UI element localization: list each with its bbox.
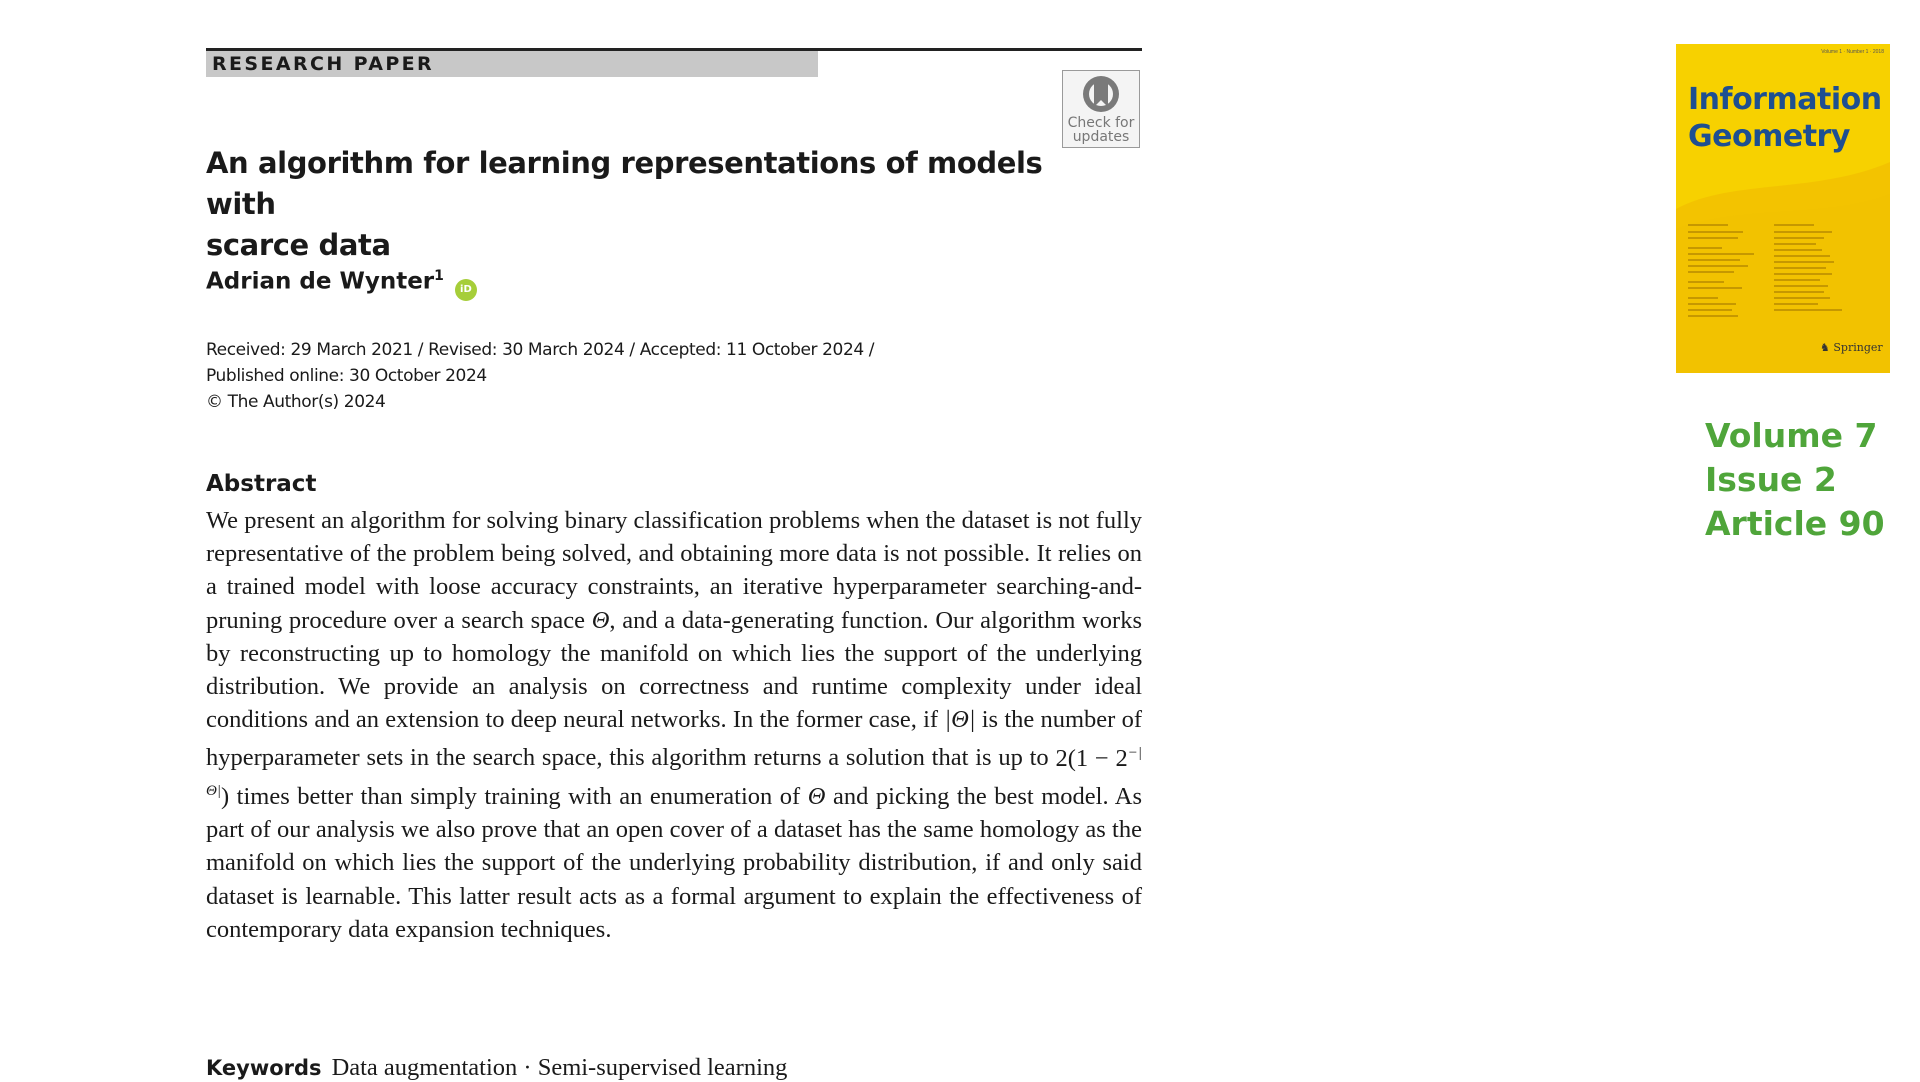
check-updates-line2: updates (1072, 129, 1130, 145)
abstract-part1: We present an algorithm for solving binary classification problems when the dataset is not fully representative of the problem being solved, and obtaining more data is not possible. It relies on a trained model with loose accuracy constraints, an iterative hyperparameter searching-and-pruning procedure over a search space (206, 507, 1142, 634)
paper-title (206, 143, 1046, 266)
copyright-line: © The Author(s) 2024 (206, 392, 386, 412)
section-label: RESEARCH PAPER (206, 51, 818, 77)
cover-title-line2: Geometry (1688, 119, 1850, 154)
author-line (206, 268, 477, 301)
issue-info (1705, 414, 1885, 546)
dates-line1: Received: 29 March 2021 / Revised: 30 March 2024 / Accepted: 11 October 2024 / (206, 340, 875, 360)
springer-horse-icon: ♞ (1820, 341, 1830, 354)
formula-base: 2(1 − 2 (1055, 744, 1128, 772)
paper-title-line1: An algorithm for learning representations of models with (206, 146, 1043, 221)
check-for-updates-button[interactable] (1062, 70, 1140, 148)
publication-dates (206, 337, 874, 415)
author-affiliation: 1 (434, 268, 444, 284)
theta-symbol-2: Θ (807, 782, 826, 810)
cover-editorial-board (1688, 222, 1878, 332)
volume-label: Volume 7 (1705, 416, 1878, 455)
publisher-name: Springer (1833, 341, 1883, 354)
abstract-heading: Abstract (206, 471, 317, 497)
formula-exponent: −|Θ| (206, 744, 1142, 799)
issue-label: Issue 2 (1705, 460, 1837, 499)
cover-volume-line: Volume 1 · Number 1 · 2018 (1821, 49, 1884, 55)
publisher-logo (1820, 341, 1883, 354)
keywords-label: Keywords (206, 1056, 322, 1080)
abstract-text (206, 504, 1142, 946)
abstract-part5: and picking the best model. As part of our analysis we also prove that an open cover of a dataset has the same homology as the manifold on which lies the support of the underlying probability distribution, if and only said dataset is learnable. This latter result acts as a formal argument to explain the effectiveness of contemporary data expansion techniques. (206, 782, 1142, 943)
formula-close: ) (220, 782, 230, 810)
keywords (206, 1054, 787, 1082)
article-label: Article 90 (1705, 504, 1885, 543)
check-updates-line1: Check for (1067, 115, 1135, 131)
abstract-part2: , and a data-generating function. Our algorithm works by reconstructing up to homology the manifold on which lies the support of the underlying distribution. We provide an analysis on correctness and runtime complexity under ideal conditions and an extension to deep neural networks. In the former case, if (206, 606, 1142, 734)
cover-title (1688, 81, 1882, 155)
dates-line2: Published online: 30 October 2024 (206, 366, 487, 386)
bookmark-circle-icon (1081, 74, 1121, 114)
abstract-part3: is the number of hyperparameter sets in the search space, this algorithm returns a solution that is up to (206, 706, 1142, 772)
author-name[interactable]: Adrian de Wynter (206, 268, 435, 295)
journal-cover[interactable] (1676, 44, 1890, 373)
keywords-list: Data augmentation · Semi-supervised learning (331, 1054, 788, 1081)
abs-theta-symbol: |Θ| (944, 706, 976, 734)
theta-symbol: Θ (591, 606, 610, 634)
paper-title-line2: scarce data (206, 228, 391, 262)
abstract-part4: times better than simply training with an enumeration of (229, 782, 808, 810)
cover-title-line1: Information (1688, 82, 1882, 117)
orcid-icon[interactable]: iD (455, 279, 477, 301)
